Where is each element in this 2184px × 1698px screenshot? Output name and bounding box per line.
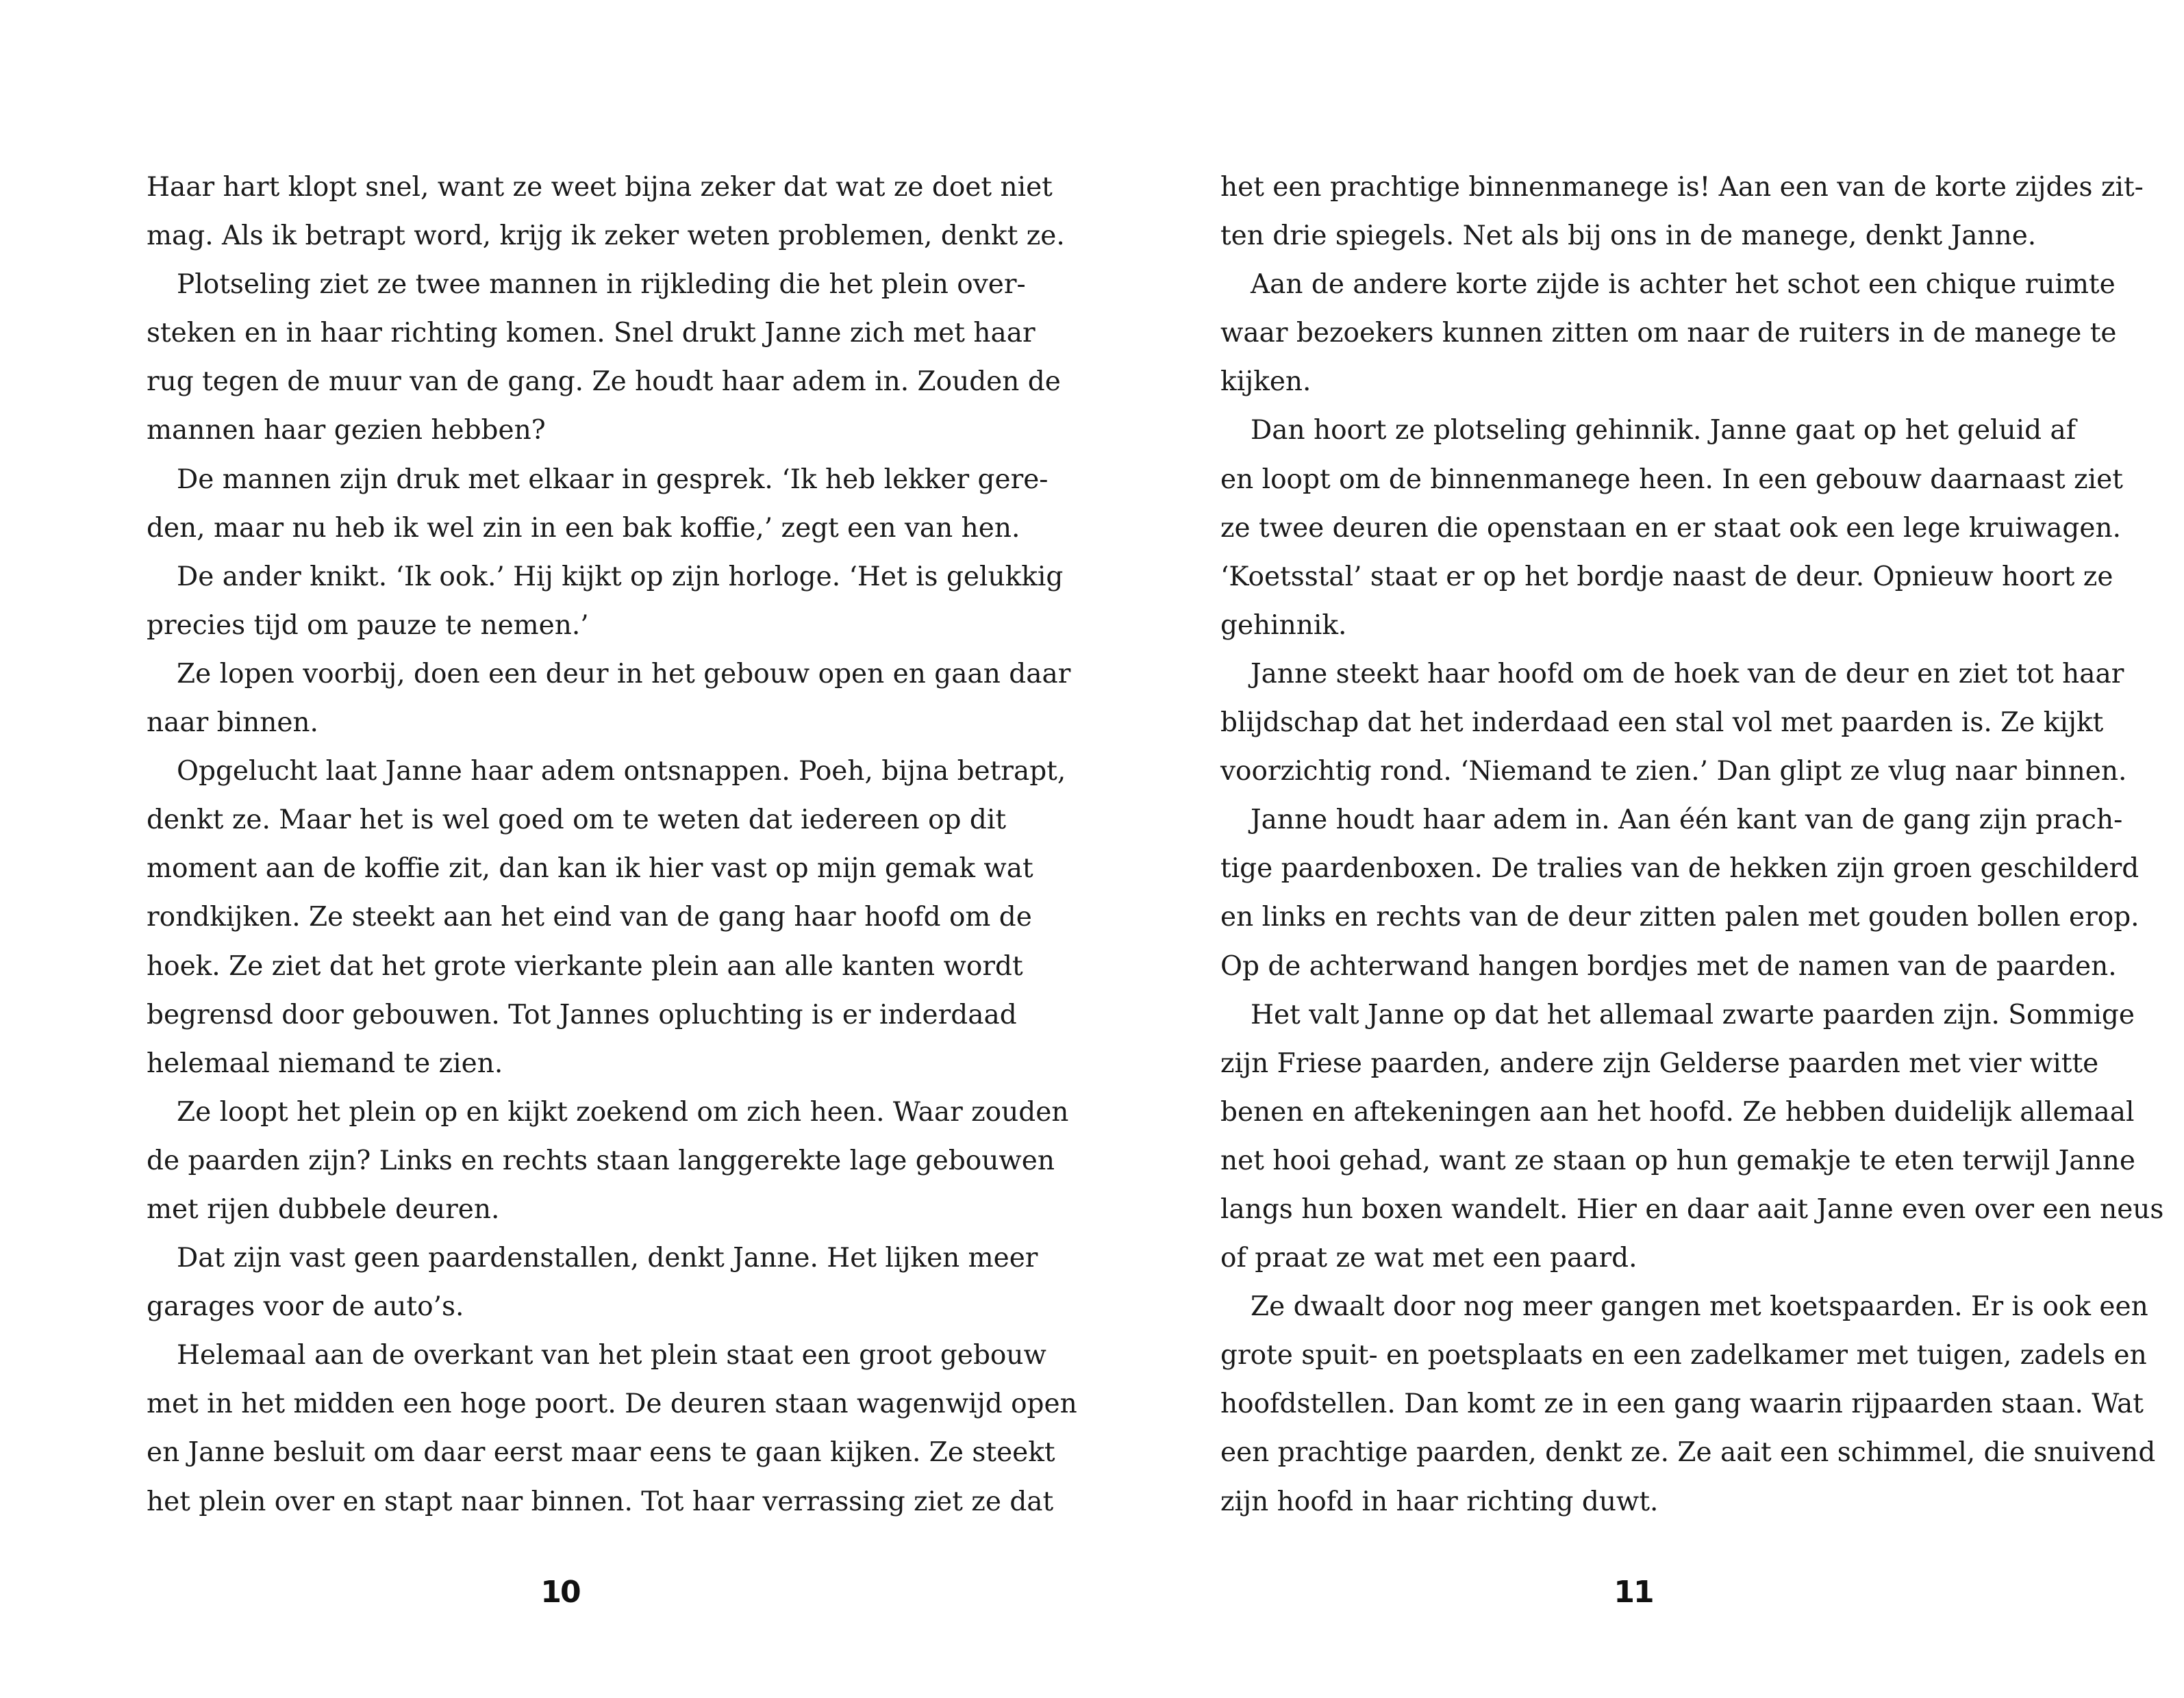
text-line: Dan hoort ze plotseling gehinnik. Janne gaat op het geluid af xyxy=(1251,415,2076,446)
text-line: mannen haar gezien hebben? xyxy=(147,415,546,446)
text-line: benen en aftekeningen aan het hoofd. Ze hebben duidelijk allemaal xyxy=(1220,1096,2135,1128)
left-page-number: 10 xyxy=(540,1575,580,1610)
text-line: helemaal niemand te zien. xyxy=(147,1048,503,1079)
text-line: ten drie spiegels. Net als bij ons in de manege, denkt Janne. xyxy=(1220,220,2037,252)
text-line: Opgelucht laat Janne haar adem ontsnappen. Poeh, bijna betrapt, xyxy=(177,756,1066,787)
text-line: en loopt om de binnenmanege heen. In een gebouw daarnaast ziet xyxy=(1220,464,2123,495)
text-line: moment aan de koffie zit, dan kan ik hier vast op mijn gemak wat xyxy=(147,853,1033,885)
text-line: Ze loopt het plein op en kijkt zoekend om zich heen. Waar zouden xyxy=(177,1096,1069,1128)
text-line: Op de achterwand hangen bordjes met de namen van de paarden. xyxy=(1220,950,2117,982)
text-line: Haar hart klopt snel, want ze weet bijna zeker dat wat ze doet niet xyxy=(147,172,1053,203)
text-line: de paarden zijn? Links en rechts staan langgerekte lage gebouwen xyxy=(147,1145,1055,1176)
text-line: denkt ze. Maar het is wel goed om te weten dat iedereen op dit xyxy=(147,804,1007,836)
right-page-number: 11 xyxy=(1614,1575,1653,1610)
text-line: naar binnen. xyxy=(147,707,318,739)
text-line: hoofdstellen. Dan komt ze in een gang waarin rijpaarden staan. Wat xyxy=(1220,1389,2144,1420)
text-line: Plotseling ziet ze twee mannen in rijkleding die het plein over- xyxy=(177,269,1026,301)
text-line: Janne houdt haar adem in. Aan één kant van de gang zijn prach- xyxy=(1251,804,2123,836)
text-line: met in het midden een hoge poort. De deuren staan wagenwijd open xyxy=(147,1389,1077,1420)
text-line: hoek. Ze ziet dat het grote vierkante plein aan alle kanten wordt xyxy=(147,950,1023,982)
text-line: begrensd door gebouwen. Tot Jannes opluchting is er inderdaad xyxy=(147,999,1017,1030)
right-page xyxy=(1092,0,2184,1698)
text-line: steken en in haar richting komen. Snel drukt Janne zich met haar xyxy=(147,318,1035,349)
text-line: Ze lopen voorbij, doen een deur in het gebouw open en gaan daar xyxy=(177,658,1071,689)
text-line: langs hun boxen wandelt. Hier en daar aait Janne even over een neus xyxy=(1220,1193,2164,1225)
text-line: grote spuit- en poetsplaats en een zadelkamer met tuigen, zadels en xyxy=(1220,1340,2147,1371)
text-line: net hooi gehad, want ze staan op hun gemakje te eten terwijl Janne xyxy=(1220,1145,2135,1176)
text-line: gehinnik. xyxy=(1220,609,1347,641)
text-line: waar bezoekers kunnen zitten om naar de ruiters in de manege te xyxy=(1220,318,2117,349)
text-line: Dat zijn vast geen paardenstallen, denkt Janne. Het lijken meer xyxy=(177,1243,1038,1274)
text-line: het een prachtige binnenmanege is! Aan een van de korte zijdes zit- xyxy=(1220,172,2144,203)
text-line: en Janne besluit om daar eerst maar eens te gaan kijken. Ze steekt xyxy=(147,1437,1055,1469)
right-page-body-text xyxy=(1220,163,2164,1526)
text-line: mag. Als ik betrapt word, krijg ik zeker weten problemen, denkt ze. xyxy=(147,220,1065,252)
text-line: zijn hoofd in haar richting duwt. xyxy=(1220,1486,1659,1517)
text-line: den, maar nu heb ik wel zin in een bak koffie,’ zegt een van hen. xyxy=(147,512,1020,544)
text-line: De ander knikt. ‘Ik ook.’ Hij kijkt op zijn horloge. ‘Het is gelukkig xyxy=(177,561,1064,592)
text-line: met rijen dubbele deuren. xyxy=(147,1193,500,1225)
left-page-body-text xyxy=(147,163,1077,1526)
text-line: Aan de andere korte zijde is achter het schot een chique ruimte xyxy=(1251,269,2116,301)
text-line: ‘Koetsstal’ staat er op het bordje naast de deur. Opnieuw hoort ze xyxy=(1220,561,2113,592)
text-line: blijdschap dat het inderdaad een stal vol met paarden is. Ze kijkt xyxy=(1220,707,2104,739)
text-line: garages voor de auto’s. xyxy=(147,1291,464,1323)
text-line: De mannen zijn druk met elkaar in gesprek. ‘Ik heb lekker gere- xyxy=(177,464,1049,495)
text-line: voorzichtig rond. ‘Niemand te zien.’ Dan glipt ze vlug naar binnen. xyxy=(1220,756,2127,787)
text-line: kijken. xyxy=(1220,366,1311,398)
text-line: een prachtige paarden, denkt ze. Ze aait een schimmel, die snuivend xyxy=(1220,1437,2156,1469)
text-line: het plein over en stapt naar binnen. Tot haar verrassing ziet ze dat xyxy=(147,1486,1054,1517)
text-line: en links en rechts van de deur zitten palen met gouden bollen erop. xyxy=(1220,902,2139,933)
text-line: precies tijd om pauze te nemen.’ xyxy=(147,609,589,641)
text-line: of praat ze wat met een paard. xyxy=(1220,1243,1637,1274)
text-line: Janne steekt haar hoofd om de hoek van de deur en ziet tot haar xyxy=(1251,658,2124,689)
text-line: tige paardenboxen. De tralies van de hekken zijn groen geschilderd xyxy=(1220,853,2139,885)
text-line: zijn Friese paarden, andere zijn Gelderse paarden met vier witte xyxy=(1220,1048,2099,1079)
text-line: Het valt Janne op dat het allemaal zwarte paarden zijn. Sommige xyxy=(1251,999,2135,1030)
text-line: ze twee deuren die openstaan en er staat ook een lege kruiwagen. xyxy=(1220,512,2121,544)
text-line: Ze dwaalt door nog meer gangen met koetspaarden. Er is ook een xyxy=(1251,1291,2148,1323)
text-line: rug tegen de muur van de gang. Ze houdt haar adem in. Zouden de xyxy=(147,366,1061,398)
text-line: Helemaal aan de overkant van het plein staat een groot gebouw xyxy=(177,1340,1046,1371)
text-line: rondkijken. Ze steekt aan het eind van de gang haar hoofd om de xyxy=(147,902,1032,933)
